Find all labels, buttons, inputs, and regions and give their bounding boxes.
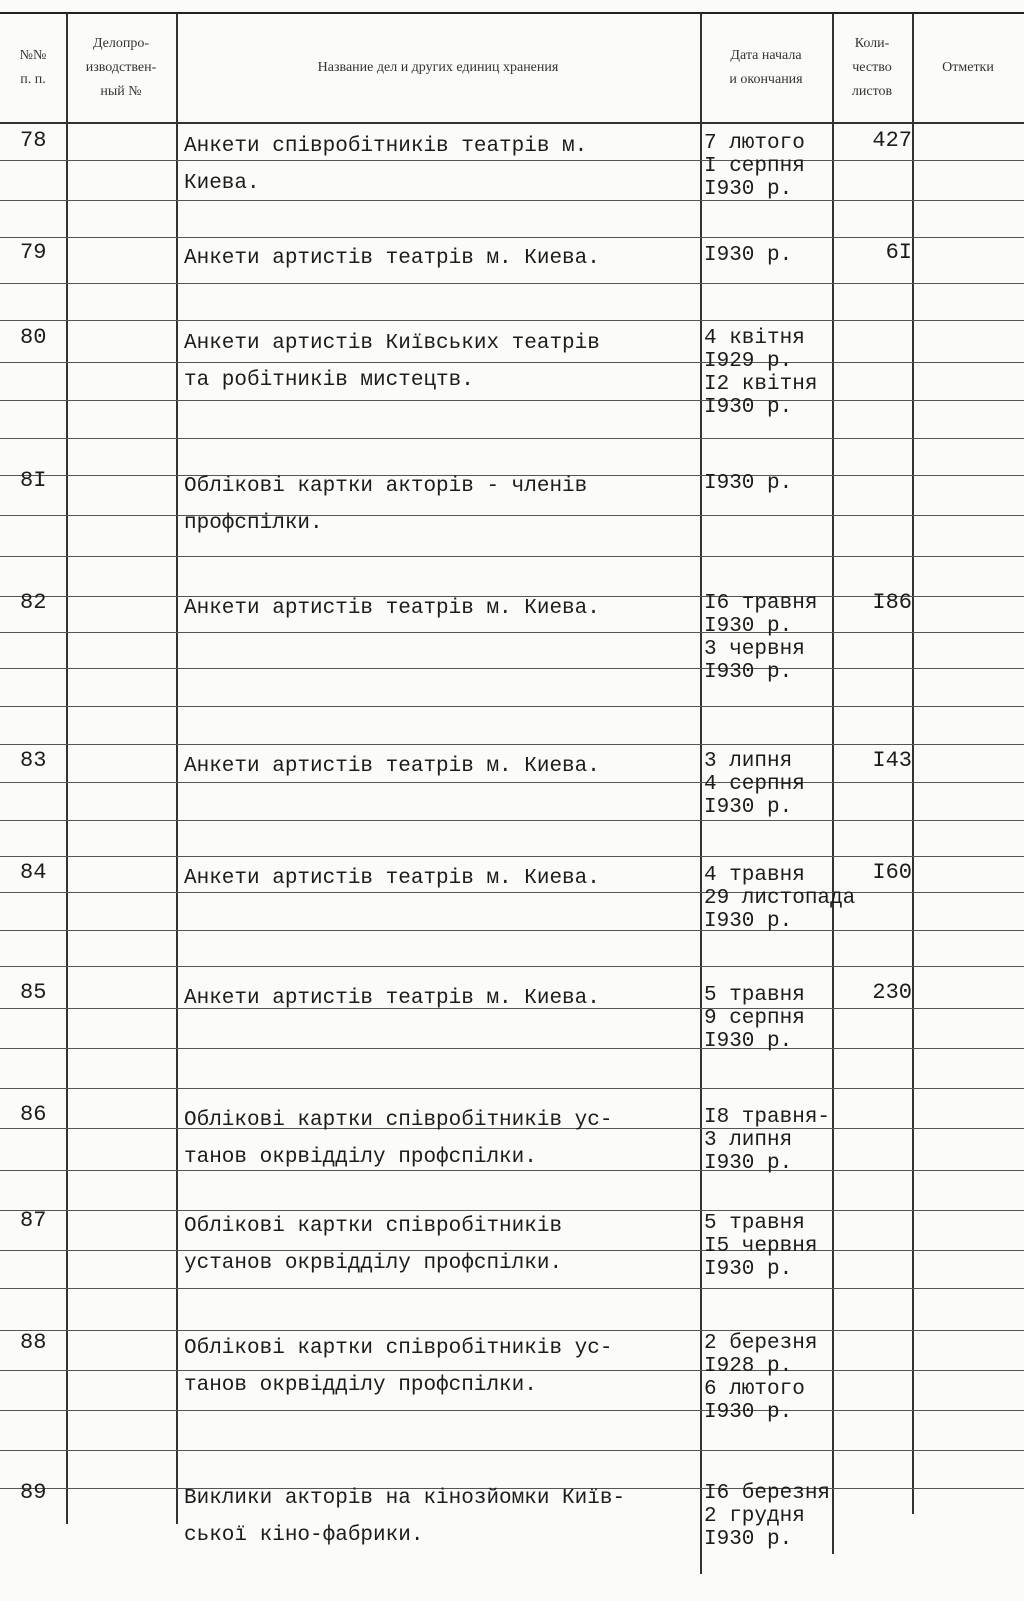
row-number: 84 — [20, 860, 47, 885]
row-title: Анкети артистів театрів м. Киева. — [184, 597, 600, 620]
row-number: 83 — [20, 748, 47, 773]
row-number: 78 — [20, 128, 47, 153]
row-dates: 5 травня I5 червня I930 р. — [704, 1212, 818, 1281]
row-sheets: I43 — [872, 748, 912, 773]
ruled-line — [0, 237, 1024, 238]
row-number: 88 — [20, 1330, 47, 1355]
row-title: Анкети артистів театрів м. Киева. — [184, 987, 600, 1010]
row-dates: 3 липня 4 серпня I930 р. — [704, 750, 805, 819]
header-title: Название дел и других единиц хранения — [317, 60, 559, 75]
header-dates: Дата начала и окончания — [729, 48, 803, 87]
row-sheets: 230 — [872, 980, 912, 1005]
header-notes: Отметки — [942, 60, 994, 75]
header-num: №№ п. п. — [19, 48, 47, 87]
ruled-line — [0, 856, 1024, 857]
row-dates: 4 травня 29 листопада I930 р. — [704, 864, 856, 933]
ruled-line — [0, 283, 1024, 284]
column-divider — [176, 14, 178, 1524]
row-number: 8I — [20, 468, 47, 493]
row-sheets: I60 — [872, 860, 912, 885]
ruled-line — [0, 1288, 1024, 1289]
row-dates: I8 травня- 3 липня I930 р. — [704, 1106, 831, 1175]
row-sheets: 427 — [872, 128, 912, 153]
ruled-line — [0, 820, 1024, 821]
row-dates: 5 травня 9 серпня I930 р. — [704, 984, 805, 1053]
row-title: Анкети артистів театрів м. Киева. — [184, 867, 600, 890]
row-dates: 4 квітня I929 р. I2 квітня I930 р. — [704, 327, 818, 419]
row-number: 85 — [20, 980, 47, 1005]
header-rule — [0, 122, 1024, 124]
row-title: Анкети артистів театрів м. Киева. — [184, 755, 600, 778]
ruled-line — [0, 1088, 1024, 1089]
row-dates: I6 травня I930 р. 3 червня I930 р. — [704, 592, 818, 684]
row-sheets: 6I — [885, 240, 912, 265]
row-title: Виклики акторів на кінозйомки Київ- ської кіно-фабрики. — [184, 1487, 626, 1547]
row-number: 89 — [20, 1480, 47, 1505]
row-number: 87 — [20, 1208, 47, 1233]
column-divider — [912, 14, 914, 1514]
ruled-line — [0, 438, 1024, 439]
row-number: 79 — [20, 240, 47, 265]
ruled-line — [0, 706, 1024, 707]
row-sheets: I86 — [872, 590, 912, 615]
row-dates: I930 р. — [704, 472, 793, 495]
row-title: Анкети співробітників театрів м. Киева. — [184, 135, 588, 195]
ruled-line — [0, 320, 1024, 321]
ruled-line — [0, 744, 1024, 745]
row-title: Облікові картки співробітників ус- танов окрвідділу профспілки. — [184, 1109, 613, 1169]
row-title: Анкети артистів Київських театрів та робітників мистецтв. — [184, 332, 600, 392]
row-number: 82 — [20, 590, 47, 615]
row-number: 80 — [20, 325, 47, 350]
row-title: Облікові картки співробітників установ окрвідділу профспілки. — [184, 1215, 563, 1275]
header-office-num: Делопро- изводствен- ный № — [85, 36, 157, 99]
ruled-line — [0, 556, 1024, 557]
ruled-line — [0, 966, 1024, 967]
row-dates: I930 р. — [704, 244, 793, 267]
row-title: Облікові картки акторів - членів профспілки. — [184, 475, 588, 535]
row-dates: 2 березня I928 р. 6 лютого I930 р. — [704, 1332, 818, 1424]
header-sheets: Коли- чество листов — [851, 36, 893, 99]
row-title: Облікові картки співробітників ус- танов окрвідділу профспілки. — [184, 1337, 613, 1397]
row-dates: 7 лютого I серпня I930 р. — [704, 132, 805, 201]
row-dates: I6 березня 2 грудня I930 р. — [704, 1482, 831, 1551]
row-title: Анкети артистів театрів м. Киева. — [184, 247, 600, 270]
row-number: 86 — [20, 1102, 47, 1127]
ruled-line — [0, 1450, 1024, 1451]
